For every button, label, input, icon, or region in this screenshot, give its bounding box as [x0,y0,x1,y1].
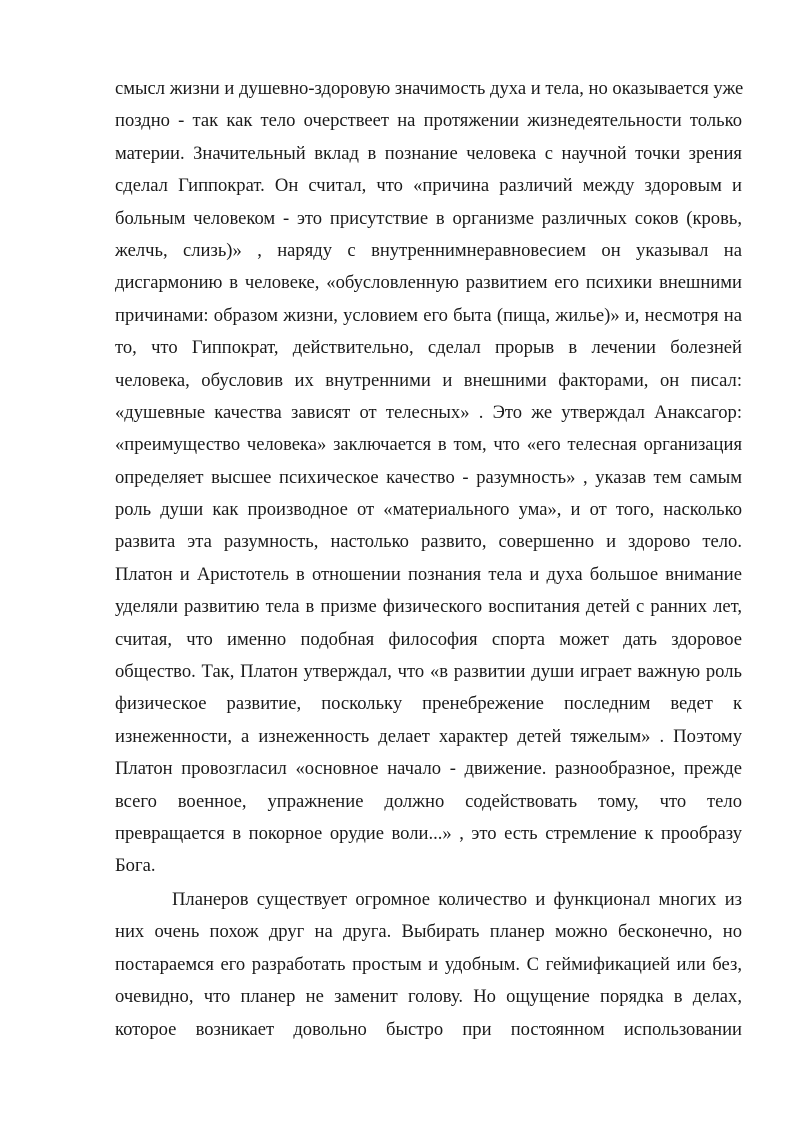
text-line: человека, обусловив их внутренними и внешними факторами, он писал: [115,369,742,391]
paragraph-1 [115,73,742,883]
text-line: них очень похож друг на друга. Выбирать планер можно бесконечно, но [115,921,742,943]
text-line: очевидно, что планер не заменит голову. Но ощущение порядка в делах, [115,986,742,1008]
text-line: изнеженности, а изнеженность делает характер детей тяжелым» . Поэтому [115,725,742,747]
text-line: превращается в покорное орудие воли...» , это есть стремление к прообразу [115,822,742,844]
text-line: определяет высшее психическое качество - разумность» , указав тем самым [115,466,742,488]
text-line: «преимущество человека» заключается в том, что «его телесная организация [115,434,742,456]
text-line: желчь, слизь)» , наряду с внутреннимнеравновесием он указывал на [115,239,742,261]
text-line: причинами: образом жизни, условием его быта (пища, жилье)» и, несмотря на [115,304,742,326]
text-line: смысл жизни и душевно-здоровую значимость духа и тела, но оказывается уже [115,78,744,99]
text-line: больным человеком - это присутствие в организме различных соков (кровь, [115,207,742,229]
paragraph-2 [115,884,742,1046]
text-line: физическое развитие, поскольку пренебрежение последним ведет к [115,693,742,715]
text-line: развита эта разумность, настолько развито, совершенно и здорово тело. [115,531,742,553]
text-line: Платон провозгласил «основное начало - движение. разнообразное, прежде [115,758,742,780]
text-line: роль души как производное от «материального ума», и от того, насколько [115,499,742,521]
text-line: Платон и Аристотель в отношении познания тела и духа большое внимание [115,563,742,585]
text-line: постараемся его разработать простым и удобным. С геймификацией или без, [115,953,742,975]
text-line: материи. Значительный вклад в познание человека с научной точки зрения [115,142,742,164]
text-line: дисгармонию в человеке, «обусловленную развитием его психики внешними [115,272,742,294]
text-line: «душевные качества зависят от телесных» . Это же утверждал Анаксагор: [115,401,742,423]
text-line: всего военное, упражнение должно содействовать тому, что тело [115,790,742,812]
text-line: Планеров существует огромное количество и функционал многих из [172,889,742,910]
text-line: общество. Так, Платон утверждал, что «в развитии души играет важную роль [115,661,742,683]
text-line: сделал Гиппократ. Он считал, что «причина различий между здоровым и [115,175,742,197]
text-line: поздно - так как тело очерствеет на протяжении жизнедеятельности только [115,110,742,132]
text-line: уделяли развитию тела в призме физического воспитания детей с ранних лет, [115,596,742,618]
text-line: то, что Гиппократ, действительно, сделал прорыв в лечении болезней [115,337,742,359]
text-line: считая, что именно подобная философия спорта может дать здоровое [115,628,742,650]
text-line: Бога. [115,855,156,877]
text-line: которое возникает довольно быстро при постоянном использовании [115,1018,742,1040]
